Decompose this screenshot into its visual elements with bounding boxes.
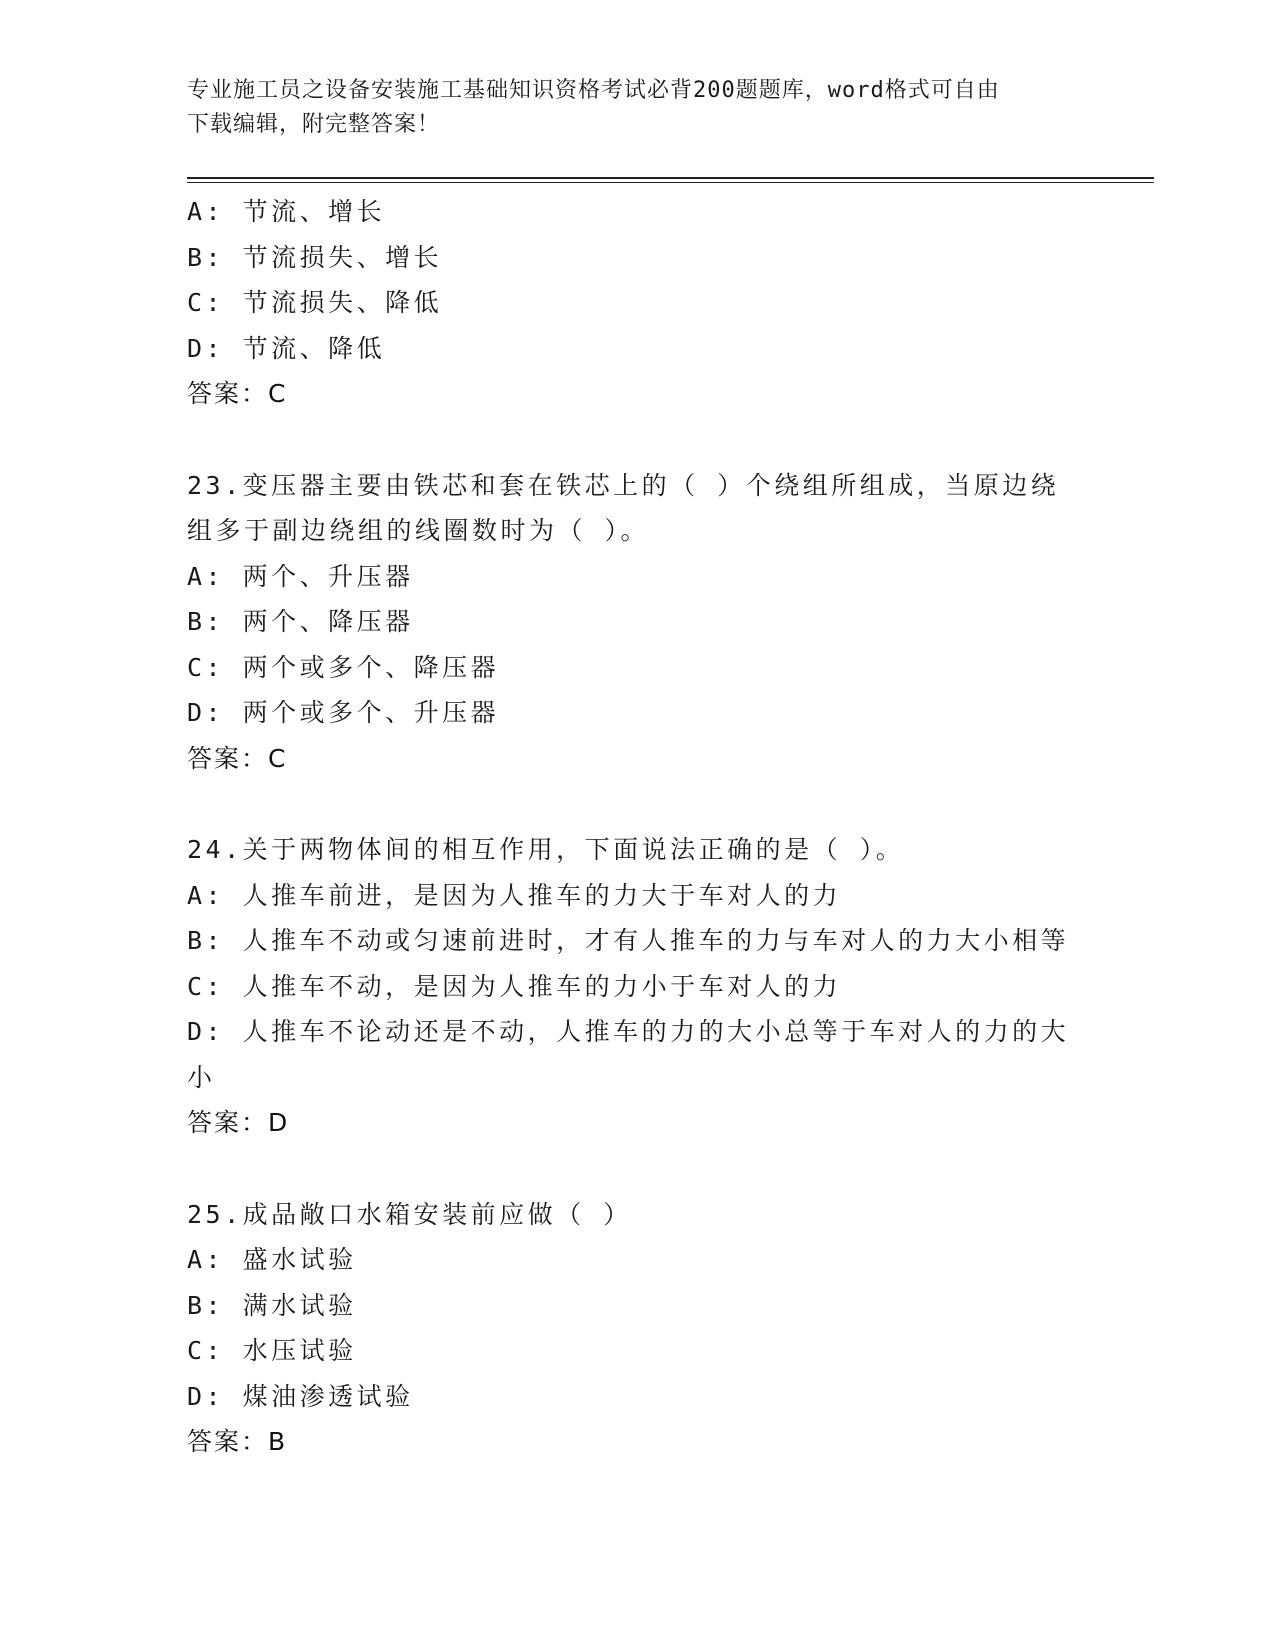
question-stem-cont: 组多于副边绕组的线圈数时为（ ）。 — [187, 516, 650, 545]
option-a: A: 盛水试验 — [187, 1245, 357, 1274]
option-c: C: 节流损失、降低 — [187, 288, 443, 317]
question-list — [187, 189, 1087, 1465]
spacer — [187, 1146, 1087, 1192]
option-d: D: 煤油渗透试验 — [187, 1381, 414, 1411]
question-23 — [187, 463, 1087, 782]
spacer — [187, 417, 1087, 463]
header-divider-thick — [187, 177, 1154, 179]
option-d-cont: 小 — [187, 1062, 216, 1092]
option-b: B: 两个、降压器 — [187, 607, 414, 636]
question-stem: 23.变压器主要由铁芯和套在铁芯上的（ ）个绕组所组成，当原边绕 — [187, 470, 1060, 500]
question-22 — [187, 189, 1087, 417]
option-c: C: 人推车不动，是因为人推车的力小于车对人的力 — [187, 971, 842, 1001]
answer: 答案：D — [187, 1108, 290, 1137]
header-divider-thin — [187, 182, 1154, 183]
question-stem: 24.关于两物体间的相互作用，下面说法正确的是（ ）。 — [187, 835, 905, 864]
question-stem: 25.成品敞口水箱安装前应做（ ） — [187, 1199, 632, 1229]
option-d: D: 两个或多个、升压器 — [187, 698, 500, 727]
option-a: A: 人推车前进，是因为人推车的力大于车对人的力 — [187, 880, 842, 910]
option-a: A: 两个、升压器 — [187, 561, 414, 591]
document-header — [187, 74, 1087, 142]
option-b: B: 人推车不动或匀速前进时，才有人推车的力与车对人的力大小相等 — [187, 926, 1070, 955]
option-d: D: 节流、降低 — [187, 333, 386, 363]
option-c: C: 水压试验 — [187, 1336, 357, 1365]
question-25 — [187, 1192, 1087, 1465]
question-24 — [187, 827, 1087, 1146]
answer: 答案：C — [187, 379, 288, 408]
header-line-1: 专业施工员之设备安装施工基础知识资格考试必背200题题库，word格式可自由 — [187, 78, 1000, 103]
option-b: B: 节流损失、增长 — [187, 242, 443, 272]
option-d: D: 人推车不论动还是不动，人推车的力的大小总等于车对人的力的大 — [187, 1017, 1070, 1046]
option-a: A: 节流、增长 — [187, 197, 386, 226]
option-b: B: 满水试验 — [187, 1290, 357, 1320]
answer: 答案：C — [187, 743, 288, 773]
answer: 答案：B — [187, 1427, 288, 1456]
header-line-2: 下载编辑，附完整答案！ — [187, 112, 441, 137]
spacer — [187, 781, 1087, 827]
option-c: C: 两个或多个、降压器 — [187, 652, 500, 682]
